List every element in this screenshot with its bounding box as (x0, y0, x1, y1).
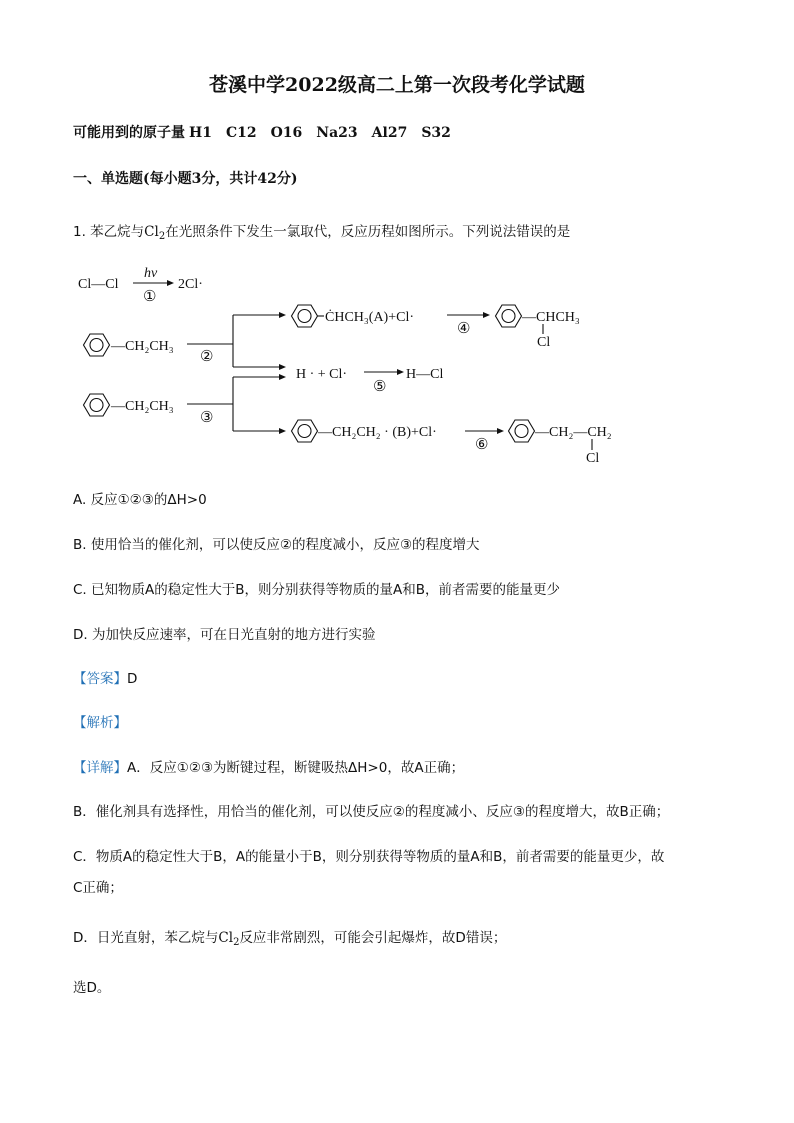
detail-choose: 选D。 (73, 980, 111, 996)
atomic-mass-c: C12 (225, 125, 257, 141)
detail-d-before: D．日光直射，苯乙烷与 (73, 930, 219, 946)
detail-d-reagent-symbol: Cl (218, 930, 234, 946)
benzene-ring-icon (509, 420, 535, 442)
benzene-ring-icon (496, 305, 522, 327)
atomic-masses (73, 122, 465, 142)
detail-d-reagent-subscript: 2 (233, 937, 240, 948)
r2-to-h-arrowhead (279, 364, 286, 370)
r5-right: H—Cl (406, 367, 444, 382)
reagent-subscript: 2 (158, 231, 166, 242)
r1-right: 2Cl· (178, 277, 203, 292)
answer-tag: 【答案】 (73, 671, 127, 687)
page-title: 苍溪中学2022级高二上第一次段考化学试题 (209, 74, 585, 96)
answer-line (73, 667, 137, 687)
radical-b: —CH₂CH₂ · (B)+Cl· (318, 425, 437, 440)
r3-to-b-arrowhead (279, 428, 286, 434)
ethyl-group-1: —CH₂CH₃ (111, 339, 174, 354)
stem-before: 1. 苯乙烷与 (73, 224, 145, 240)
detail-d-reagent (218, 930, 239, 946)
detail-d-after: 反应非常剧烈，可能会引起爆炸，故D错误； (239, 930, 507, 946)
atomic-mass-na: Na23 (316, 125, 358, 141)
ethyl-group-2: —CH₂CH₃ (111, 399, 174, 414)
detail-d (73, 926, 506, 948)
r6-arrowhead (497, 428, 504, 434)
reaction-mechanism-diagram (70, 260, 630, 470)
reagent-symbol: Cl (144, 224, 159, 240)
detail-c-line1: C．物质A的稳定性大于B，A的能量小于B，则分别获得等物质的量A和B，前者需要的能量更少，故 (73, 849, 665, 865)
r5-arrowhead (397, 369, 404, 375)
analysis-tag: 【解析】 (73, 715, 127, 731)
r1-left: Cl—Cl (78, 277, 119, 292)
detail-tag: 【详解】 (73, 760, 127, 776)
benzene-ring-icon (292, 420, 318, 442)
r4-number: ④ (457, 321, 471, 337)
atomic-masses-label: 可能用到的原子量 (73, 125, 185, 141)
analysis-heading (73, 711, 127, 731)
atomic-mass-al: Al27 (371, 125, 408, 141)
detail-a (73, 756, 464, 776)
option-c: C. 已知物质A的稳定性大于B，则分别获得等物质的量A和B，前者需要的能量更少 (73, 582, 561, 598)
r3-to-h-arrowhead (279, 374, 286, 380)
r2-to-a-arrowhead (279, 312, 286, 318)
r3-number: ③ (200, 410, 214, 426)
answer-value: D (127, 671, 138, 687)
benzene-ring-icon (84, 394, 110, 416)
r1-condition: hv (144, 266, 158, 281)
r4-arrowhead (483, 312, 490, 318)
r1-arrowhead (167, 280, 174, 286)
stem-reagent (144, 224, 165, 240)
r1-number: ① (143, 289, 157, 305)
r6-number: ⑥ (475, 437, 489, 453)
r2-number: ② (200, 349, 214, 365)
option-b: B. 使用恰当的催化剂，可以使反应②的程度减小，反应③的程度增大 (73, 537, 480, 553)
stem-after: 在光照条件下发生一氯取代，反应历程如图所示。下列说法错误的是 (165, 224, 571, 240)
detail-c-line2: C正确； (73, 880, 123, 896)
r5-left: H · + Cl· (296, 367, 348, 382)
question-stem (73, 220, 570, 242)
atomic-mass-h: H1 (189, 125, 212, 141)
atomic-mass-o: O16 (270, 125, 303, 141)
detail-a-text: A．反应①②③为断键过程，断键吸热ΔH>0，故A正确； (127, 760, 465, 776)
product-b-cl: Cl (586, 451, 600, 466)
option-d: D. 为加快反应速率，可在日光直射的地方进行实验 (73, 627, 376, 643)
r5-number: ⑤ (373, 379, 387, 395)
section-heading: 一、单选题(每小题3分，共计42分) (73, 171, 298, 187)
option-a: A. 反应①②③的ΔH>0 (73, 492, 207, 508)
atomic-mass-s: S32 (421, 125, 451, 141)
product-a-cl: Cl (537, 335, 551, 350)
radical-a: ĊHCH₃(A)+Cl· (325, 310, 414, 325)
product-b: —CH₂—CH₂ (535, 425, 612, 440)
benzene-ring-icon (84, 334, 110, 356)
product-a: —CHCH₃ (522, 310, 580, 325)
benzene-ring-icon (292, 305, 318, 327)
detail-b: B．催化剂具有选择性，用恰当的催化剂，可以使反应②的程度减小、反应③的程度增大，故B正确； (73, 804, 670, 820)
